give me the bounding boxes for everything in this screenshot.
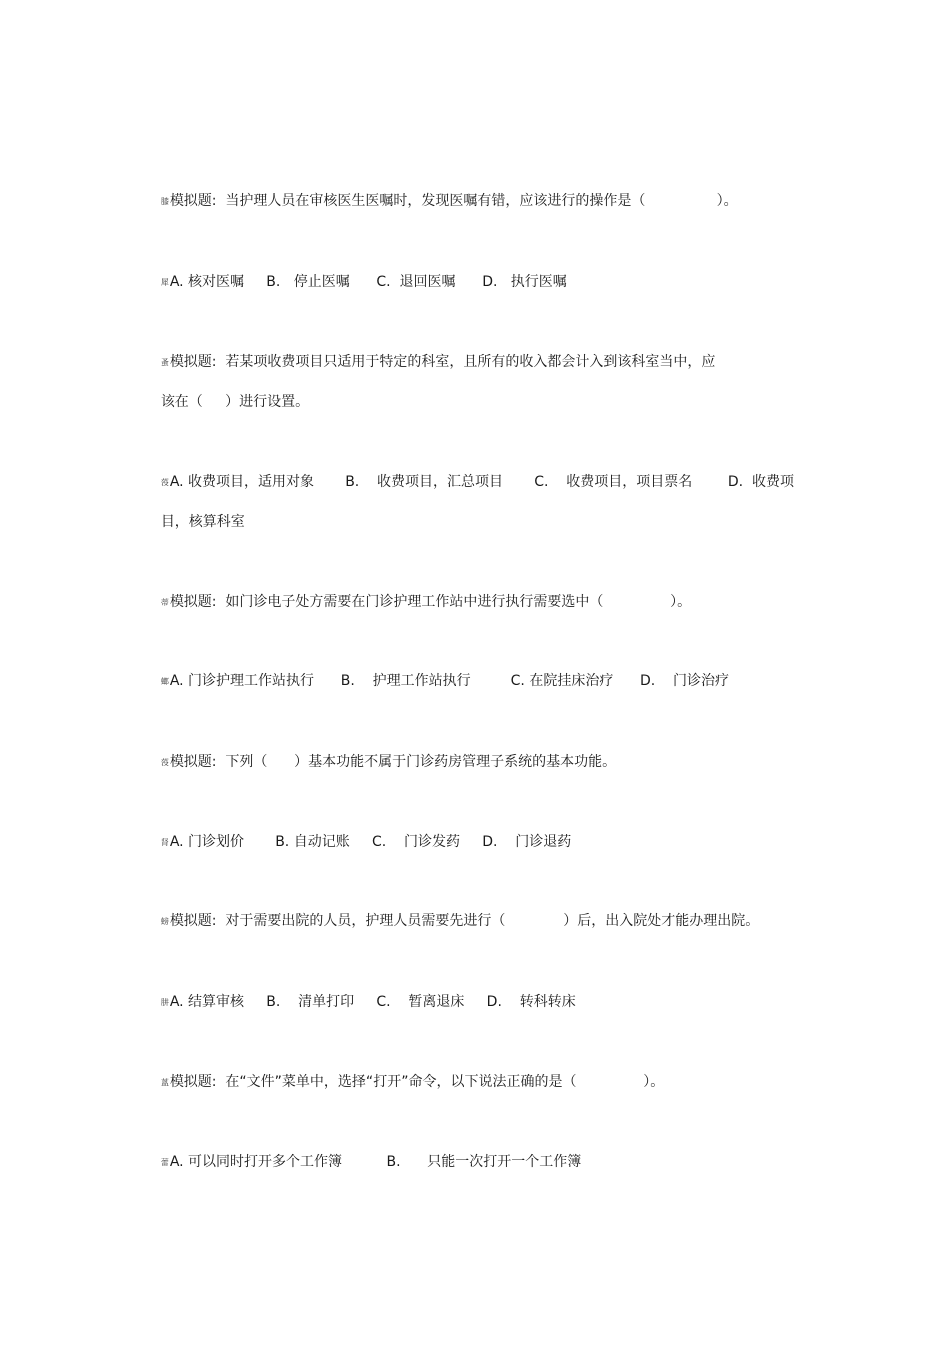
question-text: 模拟题: 在“文件”菜单中，选择“打开”命令，以下说法正确的是（ ）。	[169, 1074, 665, 1090]
glyph-mark: 螂	[160, 677, 169, 686]
question-3	[143, 572, 691, 633]
question-text: 模拟题: 若某项收费项目只适用于特定的科室，且所有的收入都会计入到该科室当中，应	[169, 354, 716, 370]
glyph-mark: 肼	[160, 998, 169, 1007]
options-text: A. 核对医嘱 B. 停止医嘱 C. 退回医嘱 D. 执行医嘱	[169, 274, 567, 290]
question-text: 模拟题: 当护理人员在审核医生医嘱时，发现医嘱有错，应该进行的操作是（ ）。	[169, 193, 738, 209]
question-5	[143, 891, 759, 952]
options-text: 目，核算科室	[160, 514, 245, 530]
question-text: 模拟题: 如门诊电子处方需要在门诊护理工作站中进行执行需要选中（ ）。	[169, 594, 692, 610]
glyph-mark: 蚤	[160, 358, 169, 367]
question-4	[143, 732, 616, 793]
glyph-mark: 蕾	[160, 1158, 169, 1167]
glyph-mark: 膝	[160, 197, 169, 206]
options-3	[143, 651, 729, 712]
options-5	[143, 972, 576, 1033]
options-text: A. 门诊护理工作站执行 B. 护理工作站执行 C. 在院挂床治疗 D. 门诊治疗	[169, 673, 730, 689]
glyph-mark: 犀	[160, 278, 169, 287]
options-text: A. 结算审核 B. 清单打印 C. 暂离退床 D. 转科转床	[169, 994, 576, 1010]
options-text: A. 门诊划价 B. 自动记账 C. 门诊发药 D. 门诊退药	[169, 834, 572, 850]
options-text: A. 收费项目，适用对象 B. 收费项目，汇总项目 C. 收费项目，项目票名 D. 收费项	[169, 474, 794, 490]
options-text: A. 可以同时打开多个工作簿 B. 只能一次打开一个工作簿	[169, 1154, 582, 1170]
glyph-mark: 肾	[160, 838, 169, 847]
question-2-continued	[143, 372, 309, 432]
glyph-mark: 莈	[160, 758, 169, 767]
glyph-mark: 螃	[160, 917, 169, 926]
question-text: 模拟题: 对于需要出院的人员，护理人员需要先进行（ ）后，出入院处才能办理出院。	[169, 913, 760, 929]
question-1	[143, 171, 738, 232]
options-2-continued	[143, 492, 245, 552]
options-6	[143, 1132, 581, 1193]
question-text: 该在（ ）进行设置。	[160, 394, 310, 410]
glyph-mark: 莈	[160, 478, 169, 487]
question-6	[143, 1052, 664, 1113]
options-4	[143, 812, 571, 873]
glyph-mark: 蒕	[160, 1078, 169, 1087]
question-text: 模拟题: 下列（ ）基本功能不属于门诊药房管理子系统的基本功能。	[169, 754, 617, 770]
glyph-mark: 蒂	[160, 598, 169, 607]
options-1	[143, 252, 567, 313]
